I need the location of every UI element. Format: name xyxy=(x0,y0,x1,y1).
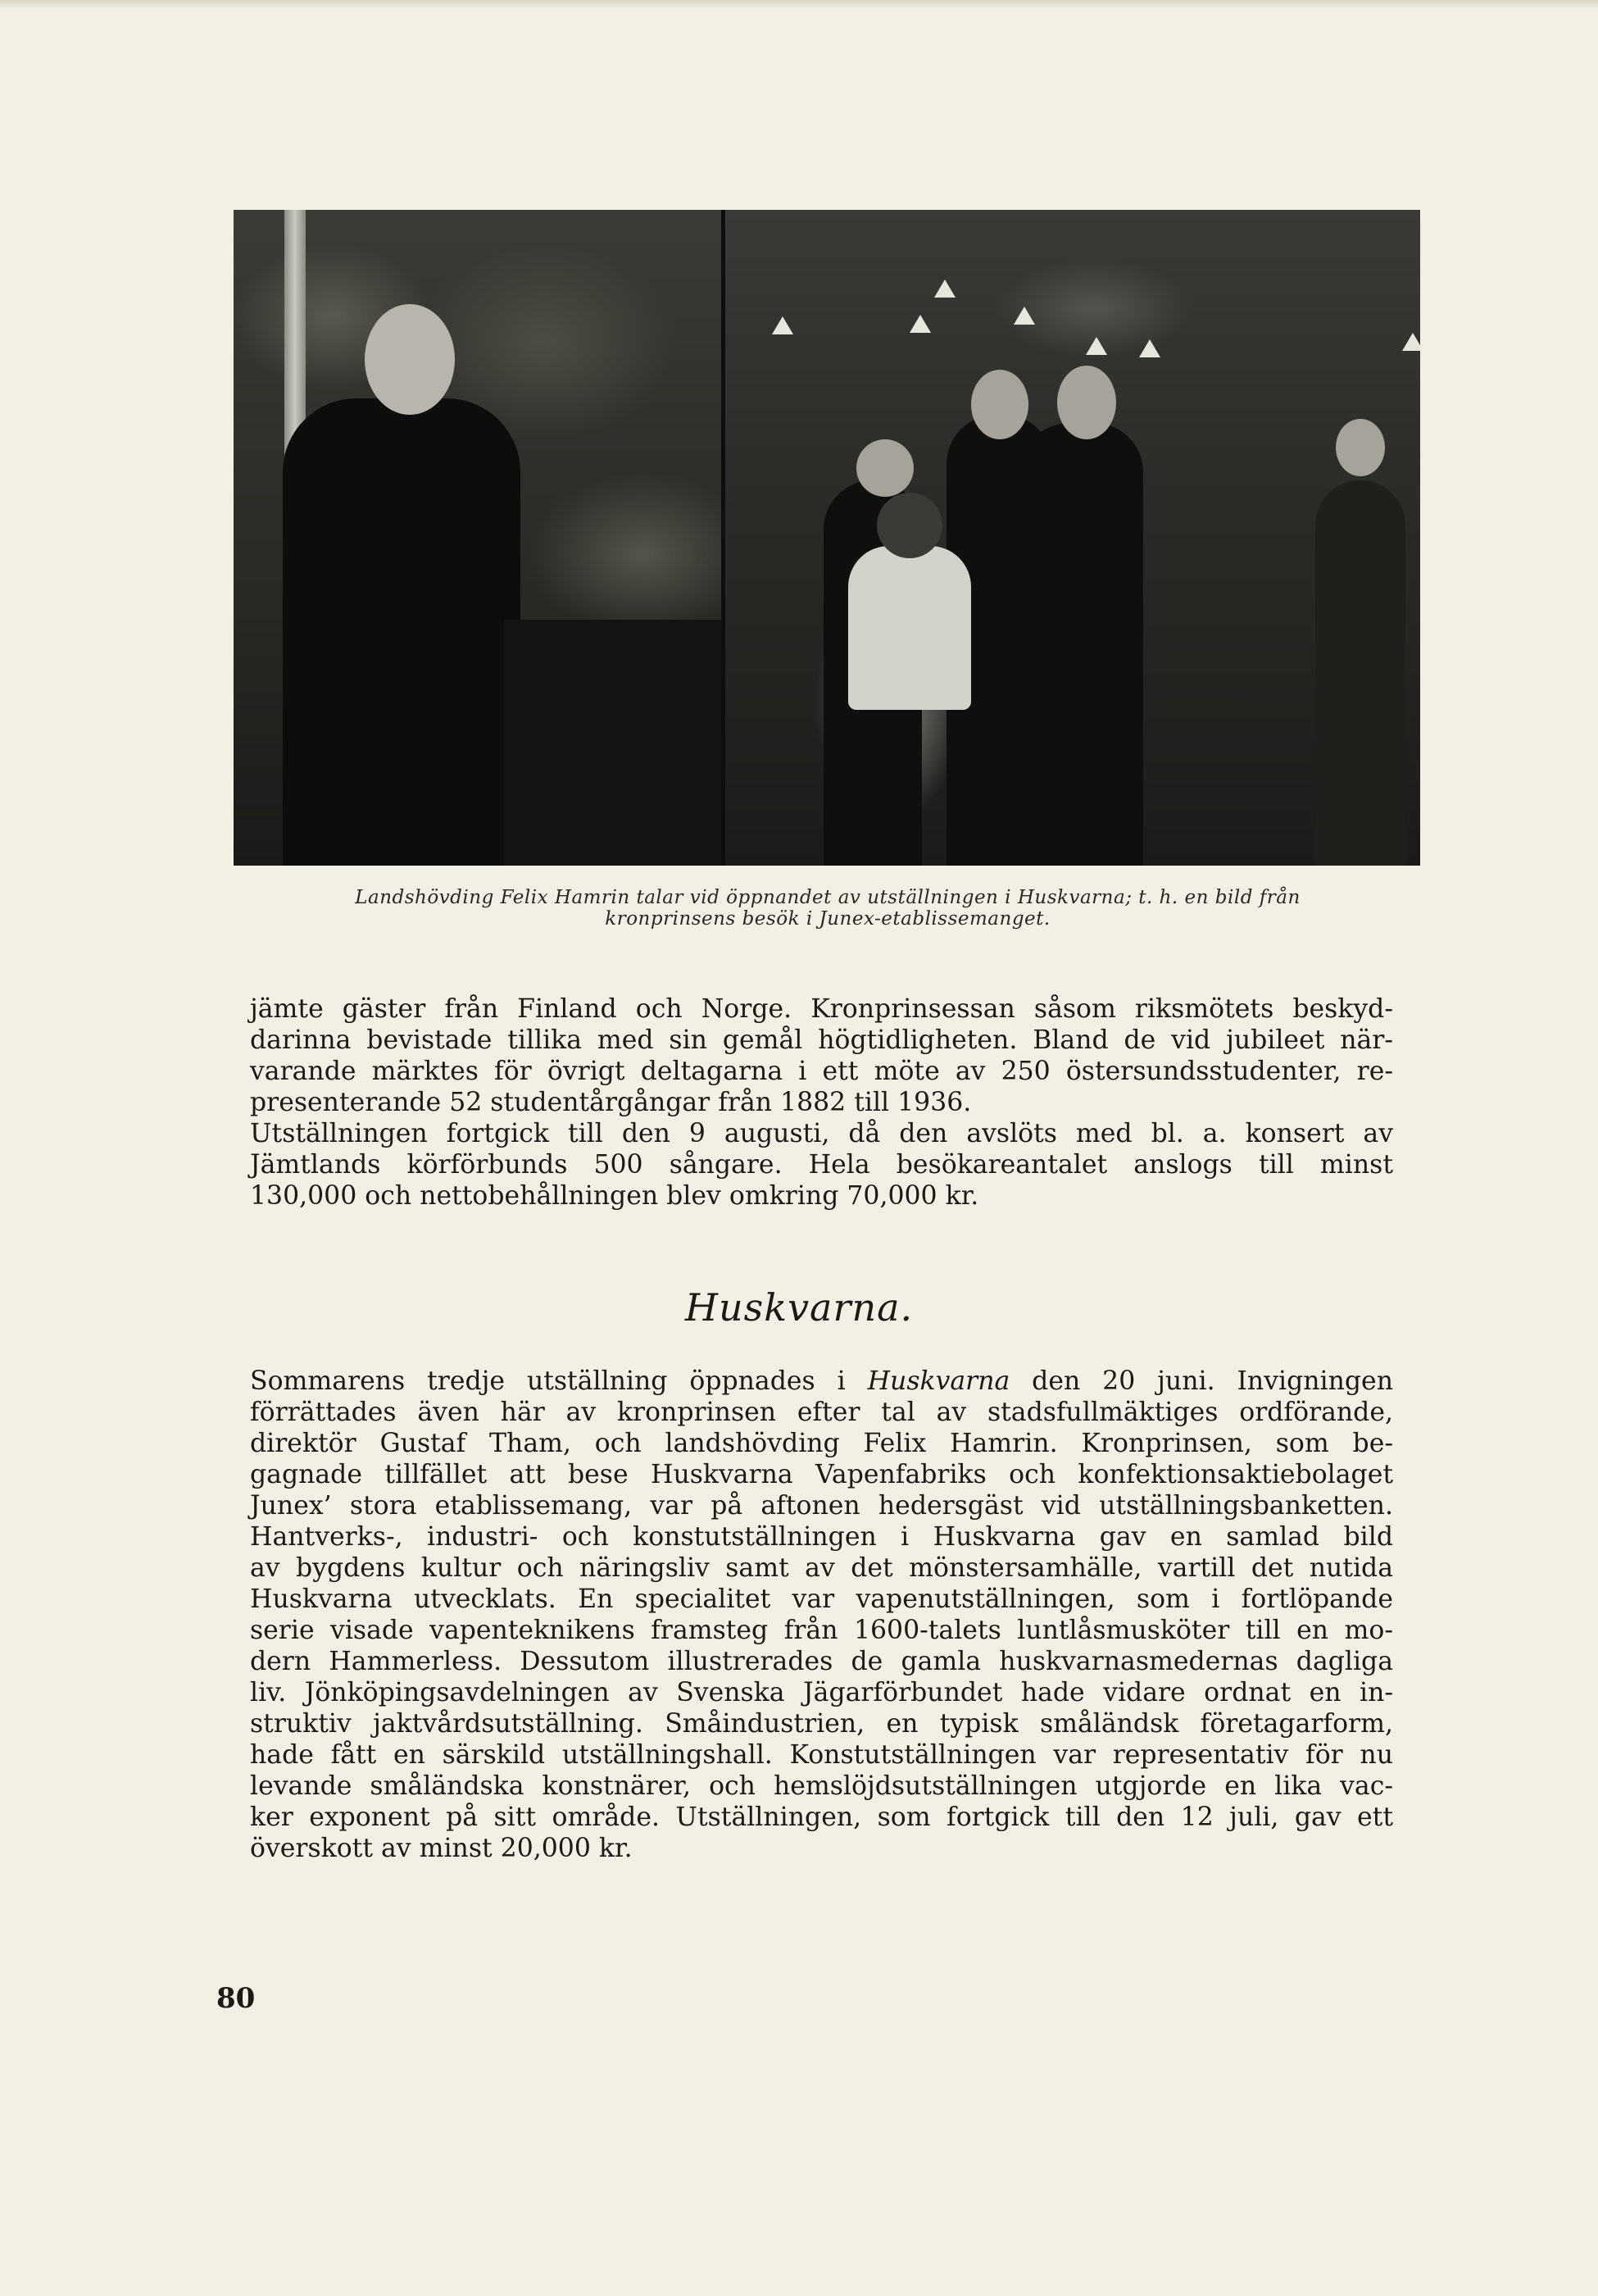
place-name: Huskvarna xyxy=(867,1366,1010,1396)
ceiling-lamp-icon xyxy=(772,316,793,334)
page-number: 80 xyxy=(216,1982,256,2015)
ceiling-lamp-icon xyxy=(1014,307,1035,325)
text-line: Huskvarna utvecklats. En specialitet var vapenutställningen, som i fortlöpande xyxy=(250,1584,1393,1614)
lectern xyxy=(504,620,721,866)
text-line: överskott av minst 20,000 kr. xyxy=(250,1834,633,1863)
text-line: jämte gäster från Finland och Norge. Kronprinsessan såsom riksmötets beskyd- xyxy=(250,994,1393,1024)
section-heading: Huskvarna. xyxy=(684,1285,914,1330)
paragraph-block-2 xyxy=(250,1366,1393,1864)
text-line: Jämtlands körförbunds 500 sångare. Hela besökareantalet anslogs till minst xyxy=(250,1150,1393,1180)
visitor-head xyxy=(856,439,914,497)
worker-head xyxy=(1336,419,1385,476)
visitor-figure xyxy=(1020,423,1143,866)
paragraph-block-1 xyxy=(250,993,1393,1212)
text-line: 130,000 och nettobehållningen blev omkring 70,000 kr. xyxy=(250,1181,979,1211)
page-top-edge xyxy=(0,0,1598,8)
text-line: varande märktes för övrigt deltagarna i ett möte av 250 östersundsstudenter, re- xyxy=(250,1057,1393,1086)
text-line: direktör Gustaf Tham, och landshövding Felix Hamrin. Kronprinsen, som be- xyxy=(250,1429,1393,1458)
text-run: Sommarens tredje utställning öppnades i xyxy=(250,1366,868,1396)
speaker-head xyxy=(365,304,455,415)
text-line: Hantverks-, industri- och konstutställningen i Huskvarna gav en samlad bild xyxy=(250,1522,1393,1552)
text-run: den 20 juni. Invigningen xyxy=(1010,1366,1393,1396)
visitor-head xyxy=(1057,366,1116,439)
ceiling-lamp-icon xyxy=(934,280,956,298)
text-line: Utställningen fortgick till den 9 augusti, då den avslöts med bl. a. konsert av xyxy=(250,1119,1393,1148)
text-line: liv. Jönköpingsavdelningen av Svenska Jägarförbundet hade vidare ordnat en in- xyxy=(250,1678,1393,1707)
factory-visit-photo xyxy=(725,210,1420,866)
text-line xyxy=(250,1366,1393,1397)
worker-blouse xyxy=(848,546,971,710)
visitor-head xyxy=(971,370,1028,439)
text-line: ker exponent på sitt område. Utställningen, som fortgick till den 12 juli, gav ett xyxy=(250,1803,1393,1832)
text-line: darinna bevistade tillika med sin gemål högtidligheten. Bland de vid jubileet när- xyxy=(250,1025,1393,1055)
text-line: levande småländska konstnärer, och hemslöjdsutställningen utgjorde en lika vac- xyxy=(250,1771,1393,1801)
ceiling-lamp-icon xyxy=(1402,333,1420,351)
text-line: serie visade vapenteknikens framsteg från 1600-talets luntlåsmusköter till en mo- xyxy=(250,1616,1393,1645)
text-line: förrättades även här av kronprinsen efter tal av stadsfullmäktiges ordförande, xyxy=(250,1398,1393,1427)
speaker-photo xyxy=(234,210,721,866)
text-line: presenterande 52 studentårgångar från 1882 till 1936. xyxy=(250,1088,972,1117)
ceiling-lamp-icon xyxy=(910,315,931,333)
caption-line-1: Landshövding Felix Hamrin talar vid öppnandet av utställningen i Huskvarna; t. h. en bild från xyxy=(355,887,1301,908)
text-line: Junex’ stora etablissemang, var på aftonen hedersgäst vid utställningsbanketten. xyxy=(250,1491,1393,1521)
photo-strip xyxy=(234,210,1420,866)
caption-line-2: kronprinsens besök i Junex-etablissemanget. xyxy=(605,908,1051,930)
text-line: av bygdens kultur och näringsliv samt av det mönstersamhälle, vartill det nutida xyxy=(250,1553,1393,1583)
speaker-figure xyxy=(283,398,520,866)
text-line: gagnade tillfället att bese Huskvarna Vapenfabriks och konfektionsaktiebolaget xyxy=(250,1460,1393,1489)
text-line: hade fått en särskild utställningshall. Konstutställningen var representativ för nu xyxy=(250,1740,1393,1770)
worker-figure xyxy=(1315,480,1405,866)
ceiling-lamp-icon xyxy=(1139,339,1160,357)
text-line: struktiv jaktvårdsutställning. Småindustrien, en typisk småländsk företagarform, xyxy=(250,1709,1393,1739)
text-line: dern Hammerless. Dessutom illustrerades de gamla huskvarnasmedernas dagliga xyxy=(250,1647,1393,1676)
photo-caption xyxy=(221,887,1434,930)
ceiling-lamp-icon xyxy=(1086,337,1107,355)
worker-head xyxy=(877,493,942,558)
